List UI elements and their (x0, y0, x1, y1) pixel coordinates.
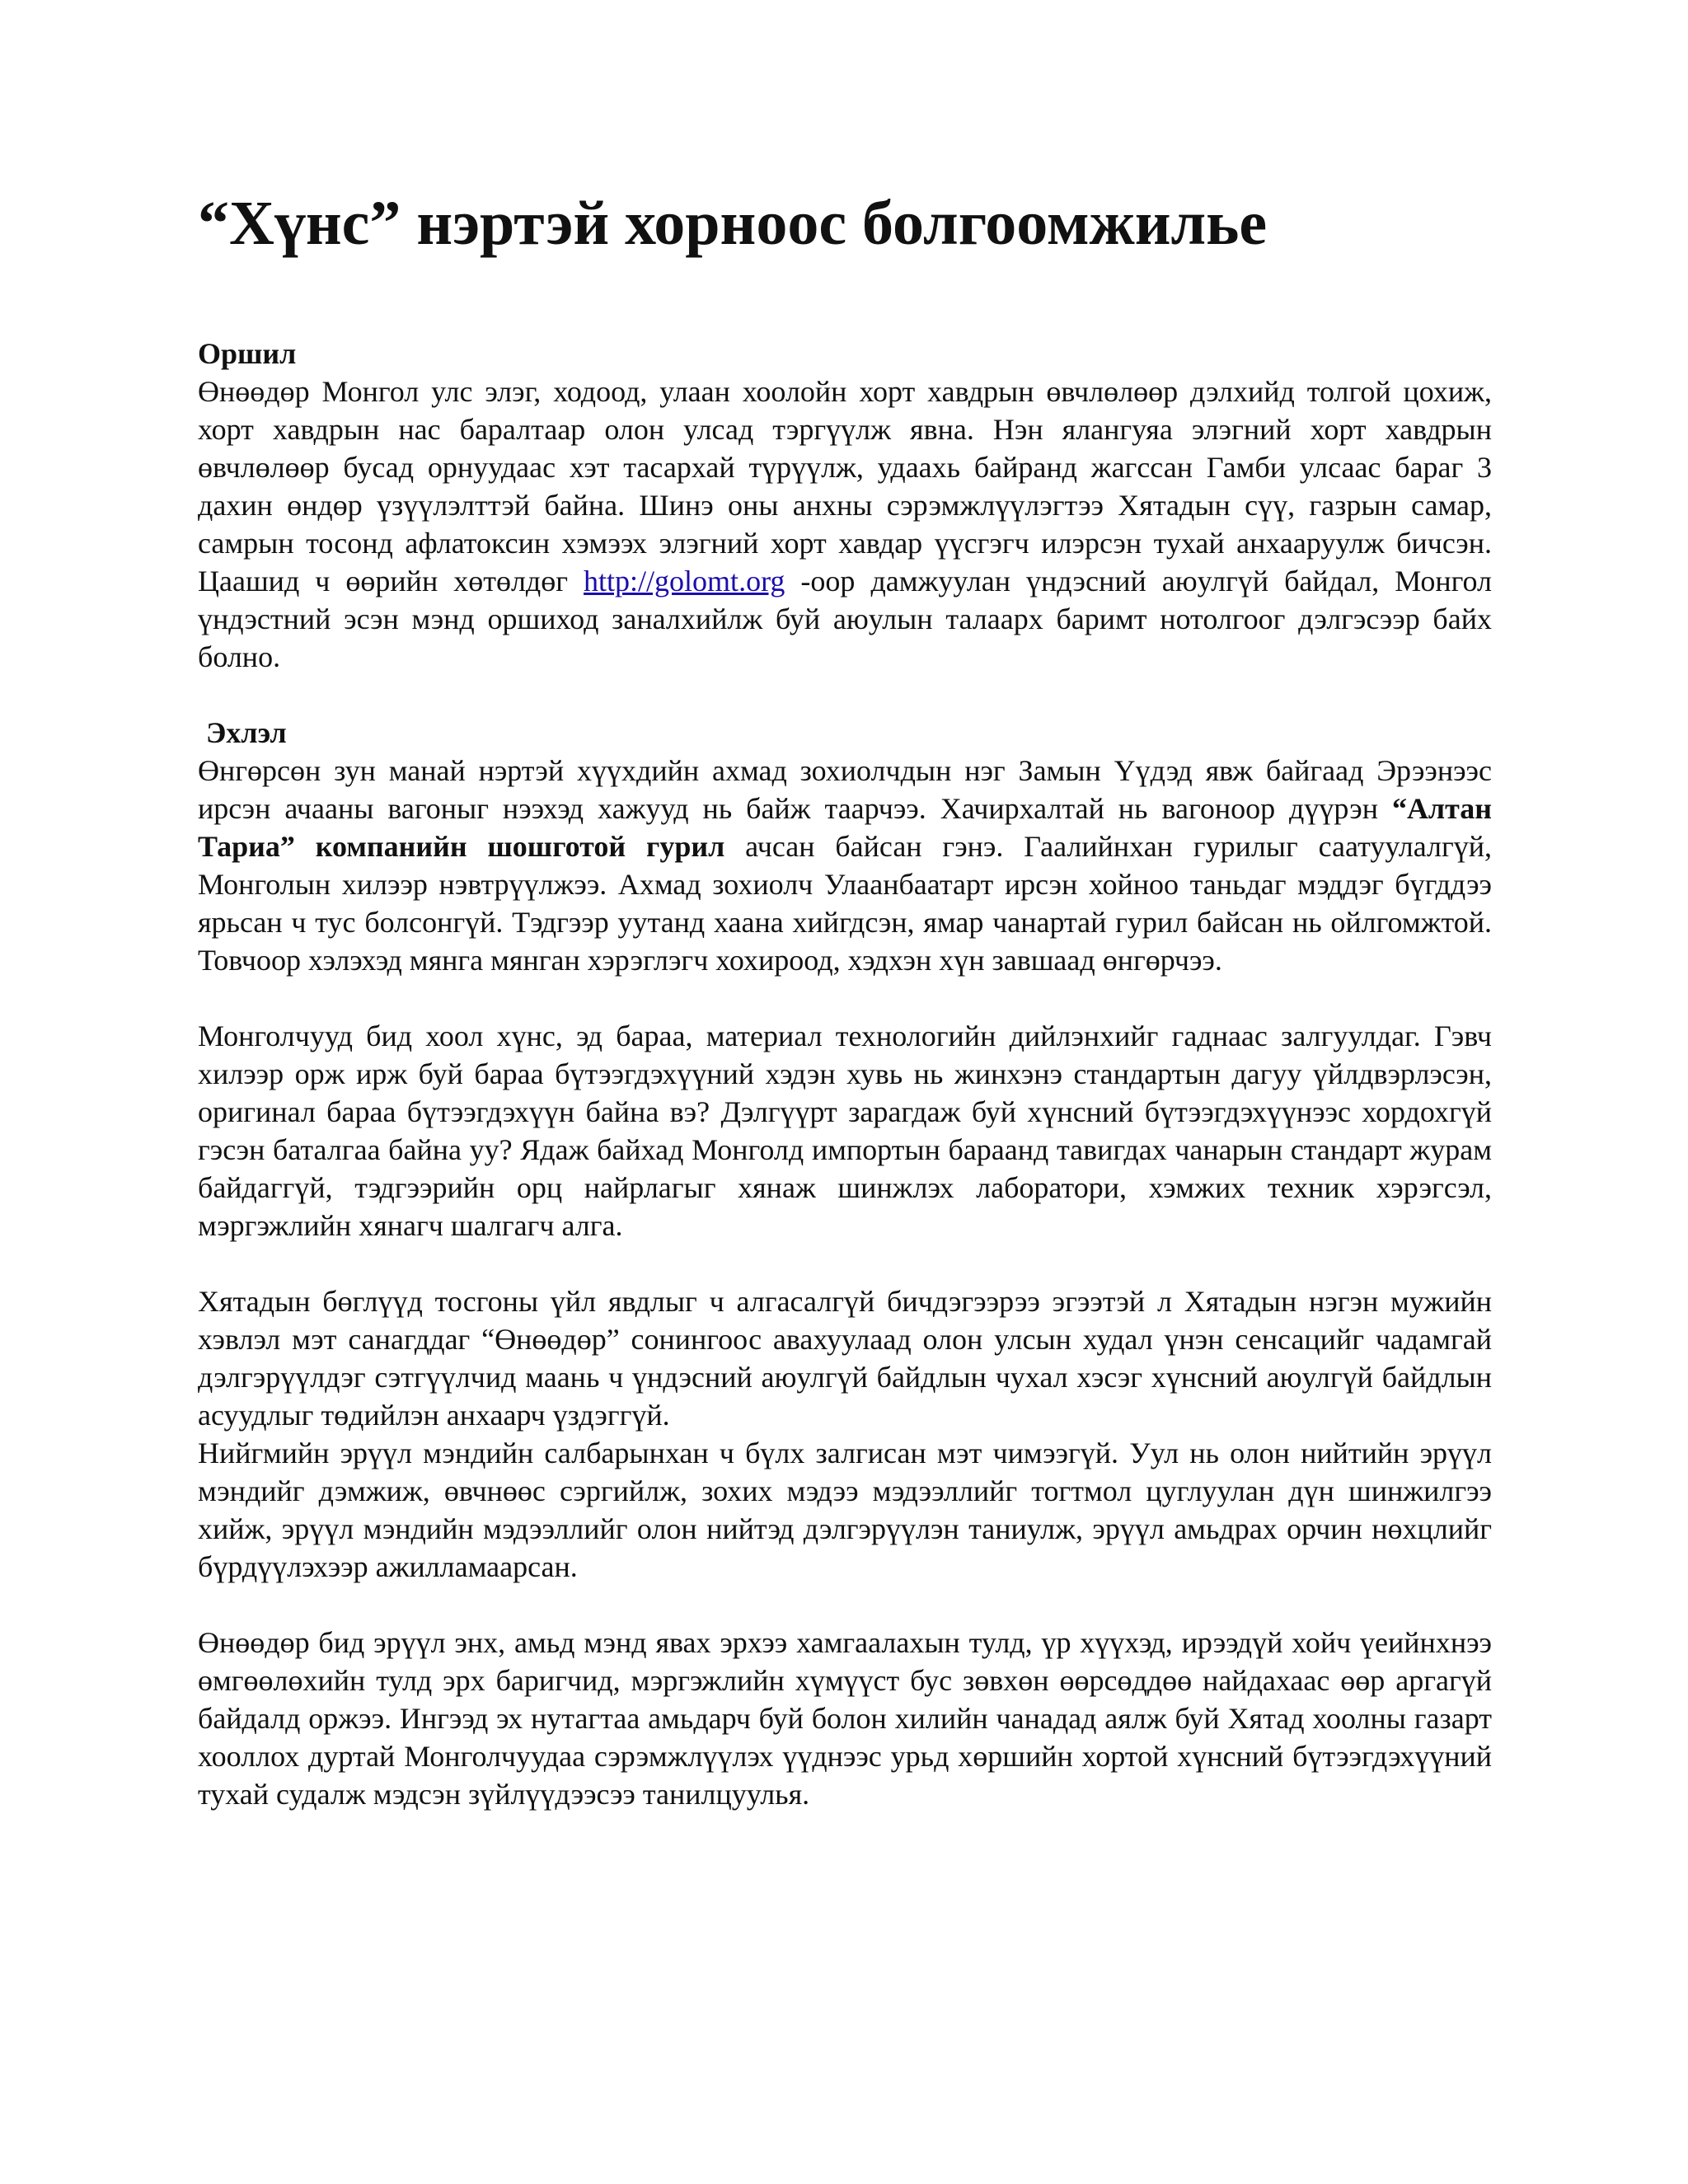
page-title: “Хүнс” нэртэй хорноос болгоомжилье (198, 189, 1268, 258)
intro-text-part2: -оор дамжуулан үндэсний аюулгүй байдал, Монгол үндэстний эсэн мэнд оршиход заналхийлж буй аюулын талаарх баримт нотолгоог дэлгэсээр байх болно. (198, 564, 1492, 673)
paragraph-2: Монголчууд бид хоол хүнс, эд бараа, материал технологийн дийлэнхийг гаднаас залгуулдаг. Гэвч хилээр орж ирж буй бараа бүтээгдэхүүний хэдэн хувь нь жинхэнэ стандартын дагуу үйлдвэрлэсэн, оригинал бараа бүтээгдэхүүн байна вэ? Дэлгүүрт зарагдаж буй хүнсний бүтээгдэхүүнээс хордохгүй гэсэн баталгаа байна уу? Ядаж байхад Монголд импортын бараанд тавигдах чанарын стандарт журам байдаггүй, тэдгээрийн орц найрлагыг хянаж шинжлэх лаборатори, хэмжих техник хэрэгсэл, мэргэжлийн хянагч шалгагч алга. (198, 1019, 1492, 1242)
paragraph-3: Хятадын бөглүүд тосгоны үйл явдлыг ч алгасалгүй бичдэгээрээ эгээтэй л Хятадын нэгэн мужийн хэвлэл мэт санагддаг “Өнөөдөр” сонингоос авахуулаад олон улсын худал үнэн сенсацийг чадамгай дэлгэрүүлдэг сэтгүүлчид маань ч үндэсний аюулгүй байдлын чухал хэсэг хүнсний аюулгүй байдлын асуудлыг төдийлэн анхаарч үздэггүй. (198, 1284, 1492, 1432)
paragraph-1-bold-phrase: “Алтан Тариа” компанийн шошготой гурил (198, 791, 1492, 863)
golomt-link[interactable]: http://golomt.org (584, 564, 785, 598)
section-heading-beginning: Эхлэл (206, 715, 287, 749)
paragraph-1-part2: ачсан байсан гэнэ. Гаалийнхан гурилыг саатуулалгүй, Монголын хилээр нэвтрүүлжээ. Ахмад зохиолч Улаанбаатарт ирсэн хойноо таньдаг мэддэг бүгддээ ярьсан ч тус болсонгүй. Тэдгээр уутанд хаана хийгдсэн, ямар чанартай гурил байсан нь ойлгомжтой. Товчоор хэлэхэд мянга мянган хэрэглэгч хохироод, хэдхэн хүн завшаад өнгөрчээ. (198, 829, 1492, 977)
document-page (198, 190, 1492, 1813)
paragraph-1 (198, 752, 1492, 979)
paragraph-1-part1: Өнгөрсөн зун манай нэртэй хүүхдийн ахмад зохиолчдын нэг Замын Үүдэд явж байгаад Эрээнээс ирсэн ачааны вагоныг нээхэд хажууд нь байж таарчээ. Хачирхалтай нь вагоноор дүүрэн (198, 753, 1492, 825)
intro-paragraph (198, 373, 1492, 676)
paragraph-4: Нийгмийн эрүүл мэндийн салбарынхан ч бүлх залгисан мэт чимээгүй. Уул нь олон нийтийн эрүүл мэндийг дэмжиж, өвчнөөс сэргийлж, зохих мэдээ мэдээллийг тогтмол цуглуулан дүн шинжилгээ хийж, эрүүл мэндийн мэдээллийг олон нийтэд дэлгэрүүлэн таниулж, эрүүл амьдрах орчин нөхцлийг бүрдүүлэхээр ажилламаарсан. (198, 1436, 1492, 1583)
intro-text-part1: Өнөөдөр Монгол улс элэг, ходоод, улаан хоолойн хорт хавдрын өвчлөлөөр дэлхийд толгой цохиж, хорт хавдрын нас баралтаар олон улсад тэргүүлж явна. Нэн ялангуяа элэгний хорт хавдрын өвчлөлөөр бусад орнуудаас хэт тасархай түрүүлж, удаахь байранд жагссан Гамби улсаас бараг 3 дахин өндөр үзүүлэлттэй байна. Шинэ оны анхны сэрэмжлүүлэгтээ Хятадын сүү, газрын самар, самрын тосонд афлатоксин хэмээх элэгний хорт хавдар үүсгэгч илэрсэн тухай анхааруулж бичсэн. Цаашид ч өөрийн хөтөлдөг (198, 374, 1492, 598)
paragraph-5: Өнөөдөр бид эрүүл энх, амьд мэнд явах эрхээ хамгаалахын тулд, үр хүүхэд, ирээдүй хойч үеийнхнээ өмгөөлөхийн тулд эрх баригчид, мэргэжлийн хүмүүст бус зөвхөн өөрсөддөө найдахаас өөр аргагүй байдалд оржээ. Ингээд эх нутагтаа амьдарч буй болон хилийн чанадад аялж буй Хятад хоолны газарт хооллох дуртай Монголчуудаа сэрэмжлүүлэх үүднээс урьд хөршийн хортой хүнсний бүтээгдэхүүний тухай судалж мэдсэн зүйлүүдээсээ танилцуулья. (198, 1625, 1492, 1811)
section-heading-intro: Оршил (198, 336, 297, 370)
